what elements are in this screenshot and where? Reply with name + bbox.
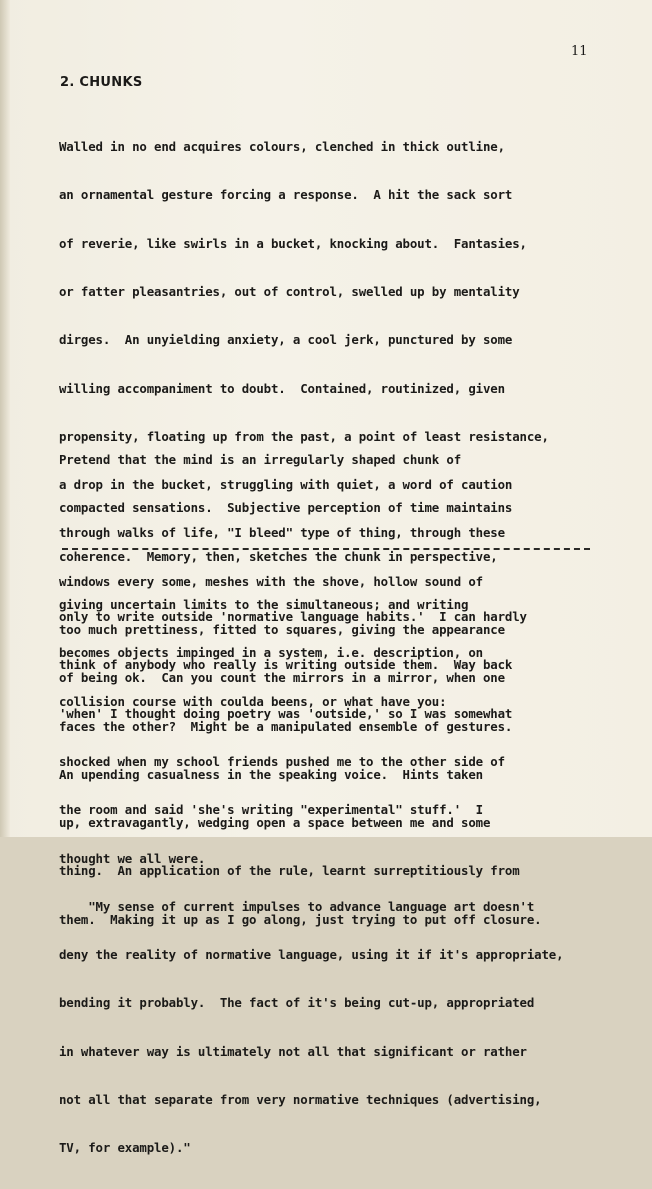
dashed-divider xyxy=(62,548,590,550)
text-line: collision course with coulda beens, or what have you: xyxy=(59,693,447,709)
text-line: or fatter pleasantries, out of control, swelled up by mentality xyxy=(59,284,520,300)
text-line: bending it probably. The fact of it's being cut-up, appropriated xyxy=(59,995,535,1011)
text-line: dirges. An unyielding anxiety, a cool jerk, punctured by some xyxy=(59,332,513,348)
paragraph-3 xyxy=(59,577,563,1189)
text-line: only to write outside 'normative language habits.' I can hardly xyxy=(59,609,527,625)
text-line: compacted sensations. Subjective perception of time maintains xyxy=(59,500,513,516)
text-line: giving uncertain limits to the simultaneous; and writing xyxy=(59,597,469,613)
text-line: the room and said 'she's writing "experimental" stuff.' I xyxy=(59,802,483,818)
text-line: them. Making it up as I go along, just trying to put off closure. xyxy=(59,911,542,927)
text-line: An upending casualness in the speaking voice. Hints taken xyxy=(59,766,483,782)
text-line: of being ok. Can you count the mirrors in a mirror, when one xyxy=(59,670,505,686)
text-line: through walks of life, "I bleed" type of thing, through these xyxy=(59,525,505,541)
text-line: a drop in the bucket, struggling with quiet, a word of caution xyxy=(59,477,513,493)
text-line: thought we all were. xyxy=(59,850,206,866)
text-line: up, extravagantly, wedging open a space between me and some xyxy=(59,815,491,831)
text-line: thing. An application of the rule, learnt surreptitiously from xyxy=(59,863,520,879)
text-line: faces the other? Might be a manipulated ensemble of gestures. xyxy=(59,718,513,734)
text-line: propensity, floating up from the past, a point of least resistance, xyxy=(59,428,549,444)
text-line: Walled in no end acquires colours, clenched in thick outline, xyxy=(59,139,505,155)
text-line: shocked when my school friends pushed me to the other side of xyxy=(59,754,505,770)
text-line: willing accompaniment to doubt. Contained, routinized, given xyxy=(59,380,505,396)
text-line: coherence. Memory, then, sketches the chunk in perspective, xyxy=(59,548,498,564)
text-line: "My sense of current impulses to advance language art doesn't xyxy=(59,898,535,914)
binding-gutter xyxy=(0,0,10,837)
text-line: an ornamental gesture forcing a response. A hit the sack sort xyxy=(59,187,513,203)
text-line: too much prettiness, fitted to squares, giving the appearance xyxy=(59,622,505,637)
text-line: of reverie, like swirls in a bucket, knocking about. Fantasies, xyxy=(59,235,527,251)
text-line: Pretend that the mind is an irregularly shaped chunk of xyxy=(59,452,462,468)
text-line: becomes objects impinged in a system, i.e. description, on xyxy=(59,645,483,661)
text-line: TV, for example)." xyxy=(59,1140,191,1156)
text-line: not all that separate from very normative techniques (advertising, xyxy=(59,1092,542,1107)
text-line: 'when' I thought doing poetry was 'outside,' so I was somewhat xyxy=(59,705,513,721)
text-line: think of anybody who really is writing outside them. Way back xyxy=(59,657,513,673)
text-line: windows every some, meshes with the shove, hollow sound of xyxy=(59,573,483,589)
text-line: deny the reality of normative language, using it if it's appropriate, xyxy=(59,947,564,963)
section-heading: 2. CHUNKS xyxy=(60,75,143,90)
text-line: in whatever way is ultimately not all that significant or rather xyxy=(59,1043,527,1059)
page-number: 11 xyxy=(571,44,588,59)
